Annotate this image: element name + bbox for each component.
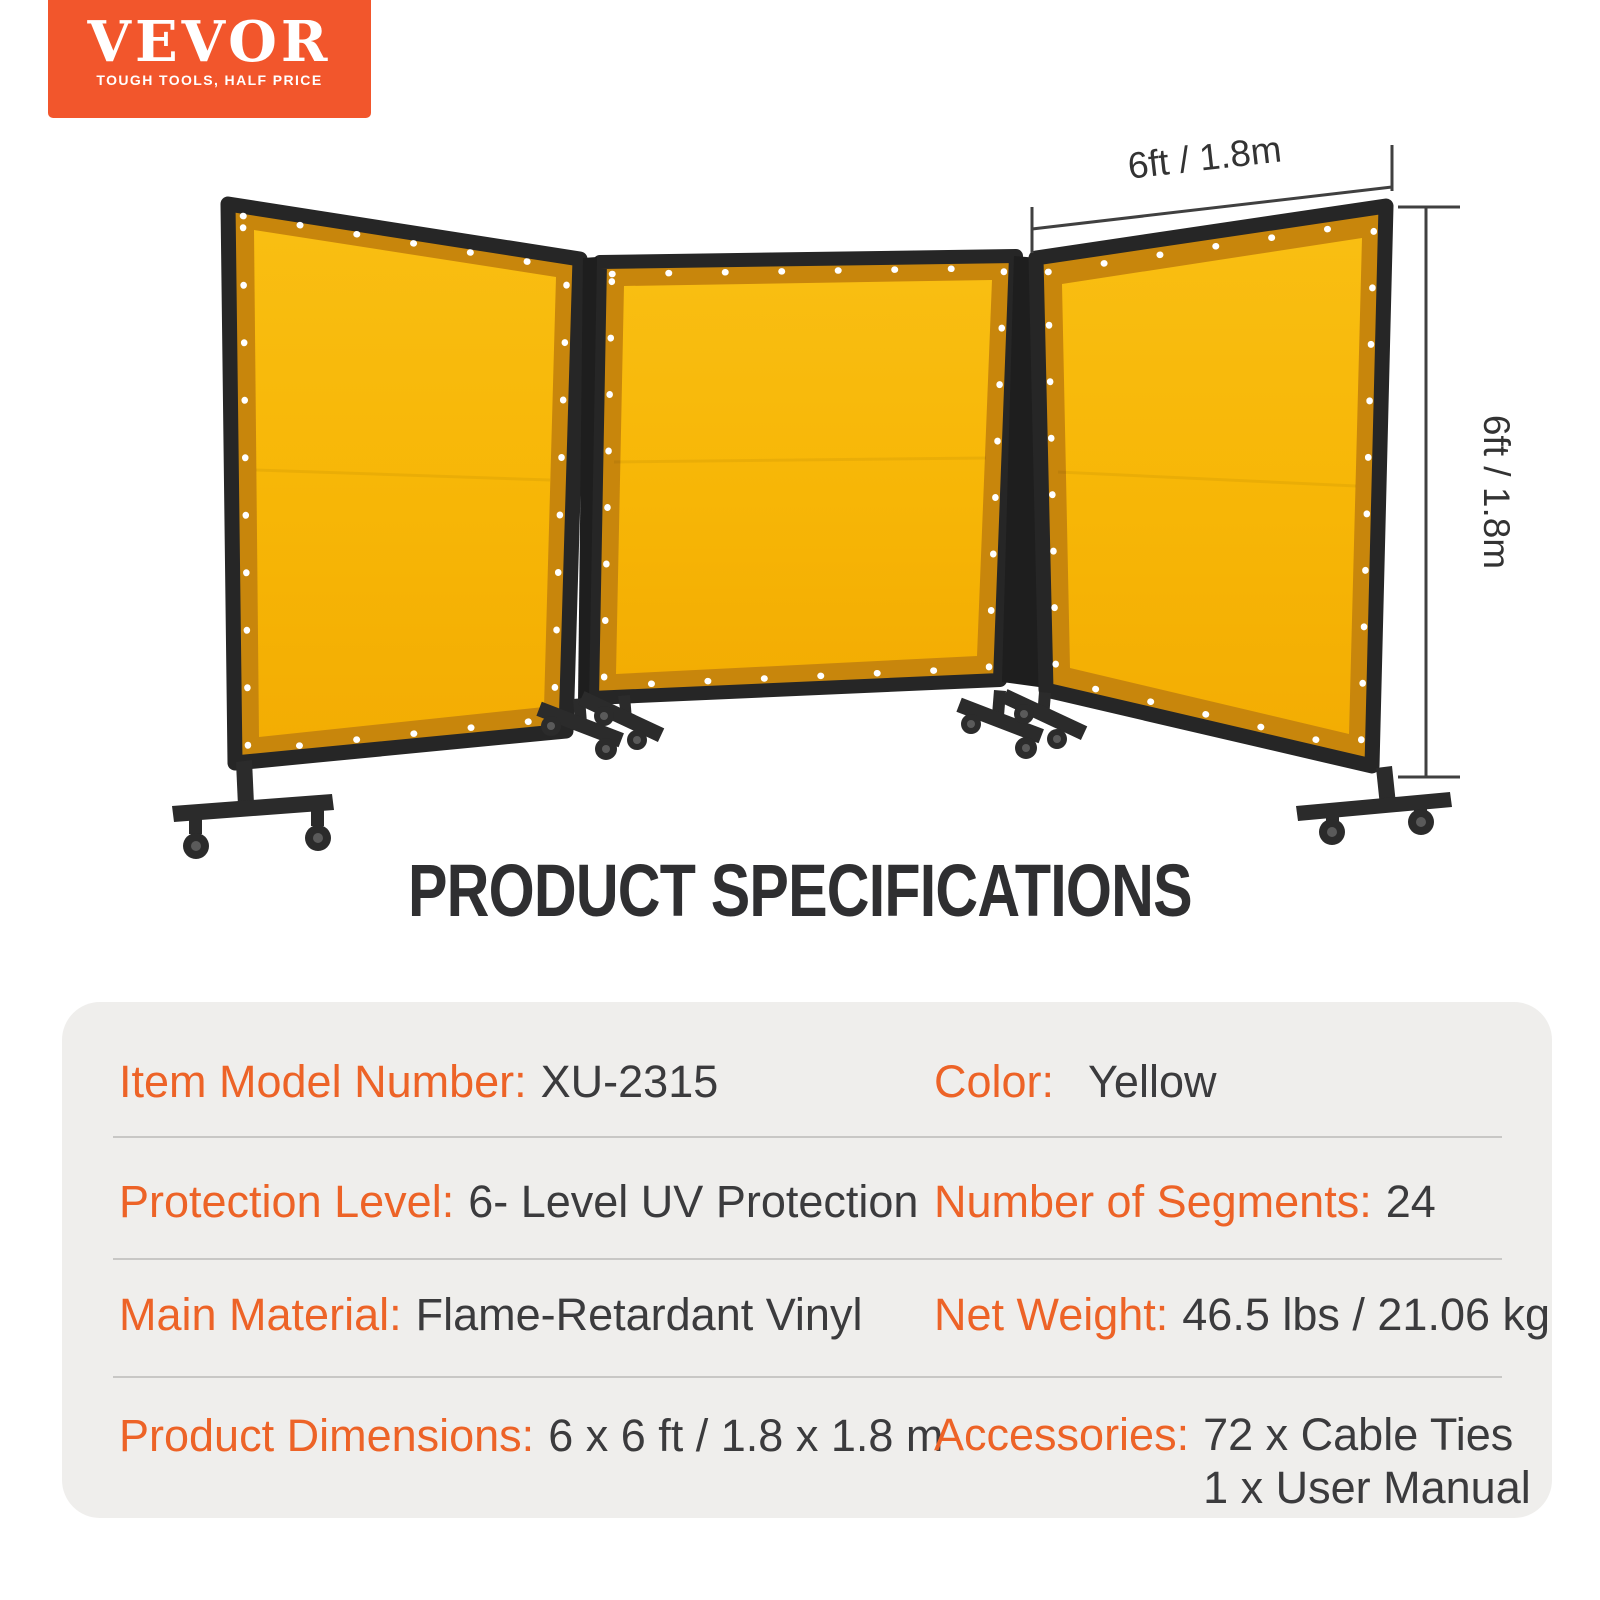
spec-value: Yellow bbox=[1088, 1056, 1217, 1107]
specifications-panel bbox=[62, 1002, 1552, 1518]
spec-accessories bbox=[934, 1408, 1531, 1514]
vevor-logo-text: VEVOR bbox=[87, 9, 332, 75]
spec-label: Color: bbox=[934, 1056, 1055, 1107]
dimension-height-label: 6ft / 1.8m bbox=[1476, 414, 1517, 570]
spec-value: 6 x 6 ft / 1.8 x 1.8 m bbox=[548, 1410, 944, 1461]
row-divider bbox=[113, 1258, 1502, 1260]
spec-value: 72 x Cable Ties bbox=[1203, 1409, 1514, 1460]
spec-item-model-number bbox=[119, 1054, 718, 1110]
spec-main-material bbox=[119, 1287, 862, 1343]
spec-label: Net Weight: bbox=[934, 1289, 1169, 1340]
spec-value: Flame-Retardant Vinyl bbox=[415, 1289, 863, 1340]
spec-value: 24 bbox=[1385, 1176, 1436, 1227]
left-leg-casters bbox=[172, 760, 334, 859]
left-screen-panel bbox=[228, 204, 580, 763]
spec-color bbox=[934, 1054, 1216, 1110]
center-screen-panel bbox=[592, 256, 1016, 698]
spec-label: Accessories: bbox=[934, 1409, 1190, 1460]
spec-value: XU-2315 bbox=[540, 1056, 719, 1107]
page-title: PRODUCT SPECIFICATIONS bbox=[408, 849, 1192, 932]
spec-label: Protection Level: bbox=[119, 1176, 455, 1227]
vevor-logo-tagline: TOUGH TOOLS, HALF PRICE bbox=[96, 72, 323, 88]
right-screen-panel bbox=[1036, 206, 1386, 766]
vevor-logo bbox=[48, 0, 371, 118]
spec-label: Item Model Number: bbox=[119, 1056, 527, 1107]
row-divider bbox=[113, 1376, 1502, 1378]
spec-value-line2: 1 x User Manual bbox=[1203, 1462, 1531, 1513]
spec-product-dimensions bbox=[119, 1408, 943, 1464]
spec-number-of-segments bbox=[934, 1174, 1436, 1230]
spec-label: Number of Segments: bbox=[934, 1176, 1372, 1227]
dimension-width-label: 6ft / 1.8m bbox=[1125, 128, 1284, 187]
row-divider bbox=[113, 1136, 1502, 1138]
dimension-height-line bbox=[1398, 207, 1460, 777]
spec-label: Main Material: bbox=[119, 1289, 402, 1340]
spec-value: 46.5 lbs / 21.06 kg bbox=[1182, 1289, 1551, 1340]
spec-net-weight bbox=[934, 1287, 1550, 1343]
spec-protection-level bbox=[119, 1174, 918, 1230]
spec-value: 6- Level UV Protection bbox=[468, 1176, 919, 1227]
spec-label: Product Dimensions: bbox=[119, 1410, 535, 1461]
